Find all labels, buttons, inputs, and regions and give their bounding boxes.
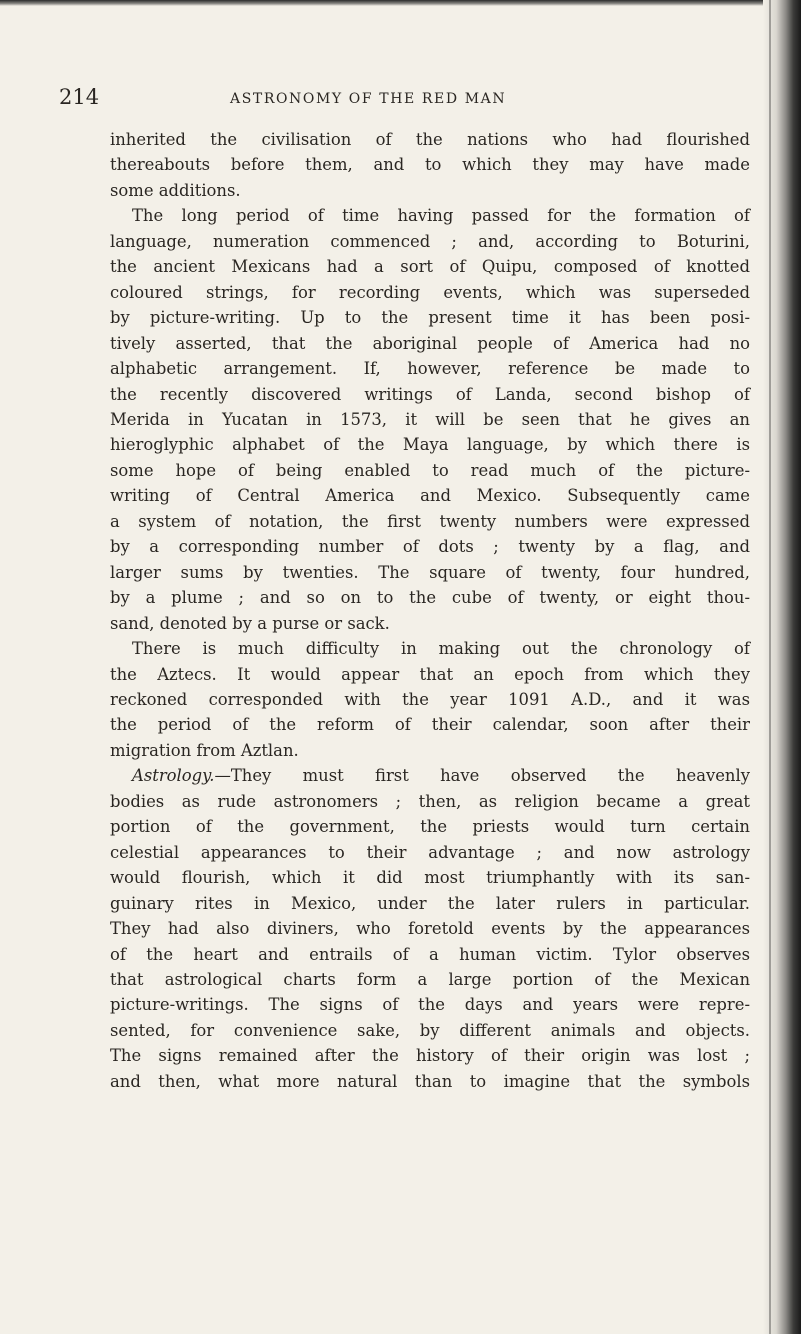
text-line: picture-writings. The signs of the days and years were repre-	[110, 995, 750, 1015]
text-line: sand, denoted by a purse or sack.	[110, 613, 390, 633]
section-line-text: —They must first have observed the heavenly	[214, 766, 750, 786]
text-line: guinary rites in Mexico, under the later rulers in particular.	[110, 893, 750, 913]
text-line: inherited the civilisation of the nations who had flourished	[110, 130, 750, 149]
top-edge-shadow	[0, 0, 801, 6]
running-head: ASTRONOMY OF THE RED MAN	[230, 91, 507, 107]
text-line: the recently discovered writings of Landa, second bishop of	[110, 384, 750, 404]
text-line: the ancient Mexicans had a sort of Quipu, composed of knotted	[110, 257, 750, 277]
text-line: some hope of being enabled to read much of the picture-	[110, 460, 750, 480]
text-line: by a corresponding number of dots ; twenty by a flag, and	[110, 537, 750, 557]
text-line: sented, for convenience sake, by different animals and objects.	[110, 1020, 750, 1040]
text-line: writing of Central America and Mexico. Subsequently came	[110, 486, 750, 506]
text-line: larger sums by twenties. The square of twenty, four hundred,	[110, 562, 750, 582]
section-heading: Astrology.	[132, 766, 215, 786]
text-line: the Aztecs. It would appear that an epoch from which they	[110, 664, 750, 684]
text-line: by picture-writing. Up to the present time it has been posi-	[110, 308, 750, 328]
text-line: migration from Aztlan.	[110, 740, 299, 760]
text-line: There is much difficulty in making out the chronology of	[132, 639, 750, 659]
page-number: 214	[59, 85, 100, 109]
text-line: The signs remained after the history of their origin was lost ;	[110, 1046, 750, 1066]
text-line: and then, what more natural than to imagine that the symbols	[110, 1071, 750, 1091]
text-line: coloured strings, for recording events, which was superseded	[110, 282, 750, 302]
text-line: by a plume ; and so on to the cube of twenty, or eight thou-	[110, 588, 750, 608]
text-line: the period of the reform of their calendar, soon after their	[110, 715, 750, 735]
text-line: The long period of time having passed for the formation of	[132, 206, 750, 226]
section-line	[110, 763, 750, 788]
text-line: that astrological charts form a large portion of the Mexican	[110, 969, 750, 989]
text-line: alphabetic arrangement. If, however, reference be made to	[110, 359, 750, 379]
text-line: language, numeration commenced ; and, according to Boturini,	[110, 231, 750, 251]
text-line: hieroglyphic alphabet of the Maya language, by which there is	[110, 435, 750, 455]
text-line: They had also diviners, who foretold events by the appearances	[110, 919, 750, 939]
body-text	[110, 127, 750, 1094]
text-line: a system of notation, the first twenty numbers were expressed	[110, 511, 750, 531]
text-line: tively asserted, that the aboriginal people of America had no	[110, 333, 750, 353]
text-line: thereabouts before them, and to which they may have made	[110, 155, 750, 175]
text-line: portion of the government, the priests would turn certain	[110, 817, 750, 837]
page-edge-line	[769, 0, 771, 1334]
text-line: of the heart and entrails of a human victim. Tylor observes	[110, 944, 750, 964]
text-line: bodies as rude astronomers ; then, as religion became a great	[110, 791, 750, 811]
text-line: Merida in Yucatan in 1573, it will be seen that he gives an	[110, 409, 750, 429]
text-line: would flourish, which it did most triumphantly with its san-	[110, 868, 750, 888]
text-line: celestial appearances to their advantage ; and now astrology	[110, 842, 750, 862]
text-line: reckoned corresponded with the year 1091 A.D., and it was	[110, 689, 750, 709]
text-line: some additions.	[110, 180, 241, 200]
